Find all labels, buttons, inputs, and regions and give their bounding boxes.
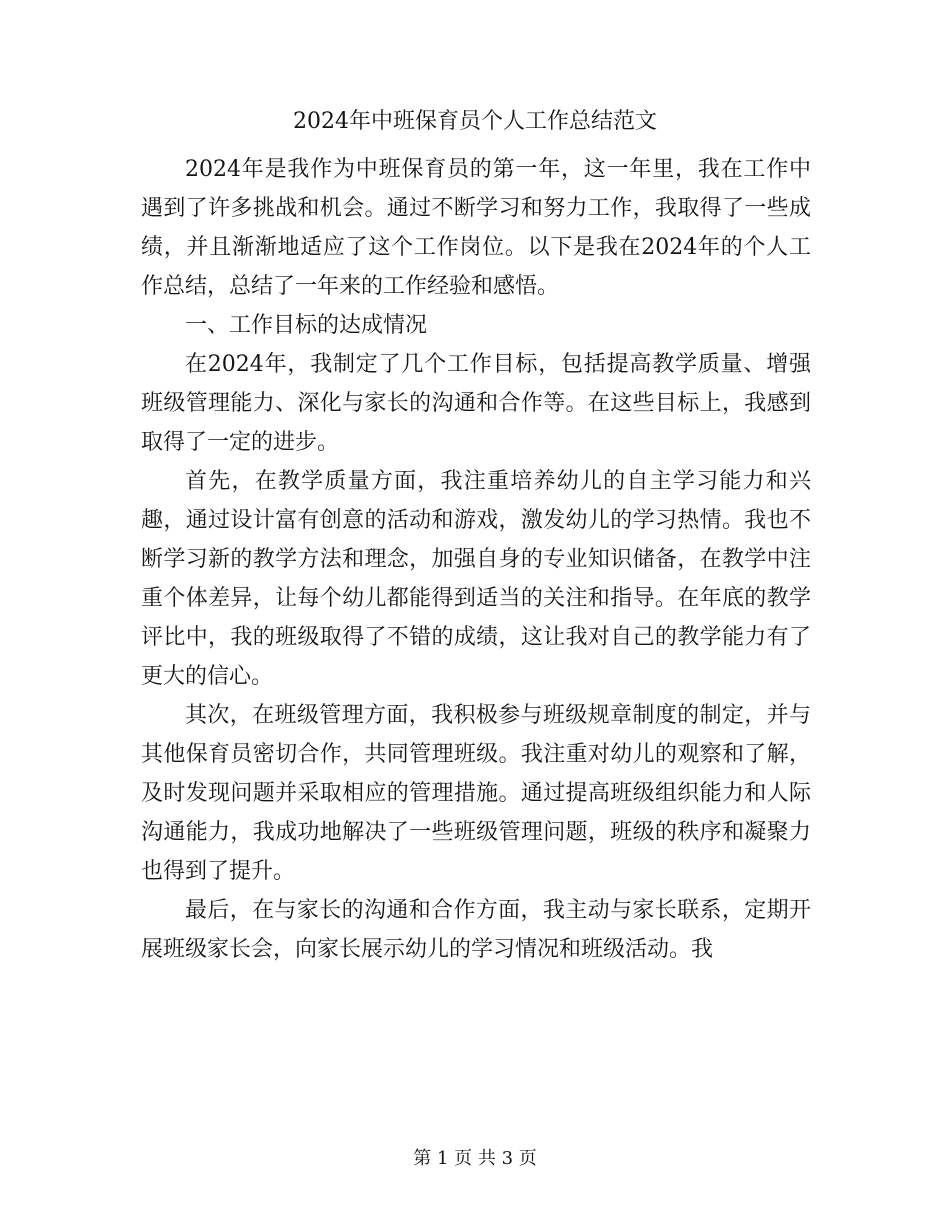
document-title: 2024年中班保育员个人工作总结范文 (293, 109, 657, 134)
paragraph-class-management: 其次，在班级管理方面，我积极参与班级规章制度的制定，并与其他保育员密切合作，共同管理班级。我注重对幼儿的观察和了解，及时发现问题并采取相应的管理措施。通过提高班级组织能力和人际沟通能力，我成功地解决了一些班级管理问题，班级的秩序和凝聚力也得到了提升。 (141, 703, 811, 884)
section-heading-goals: 一、工作目标的达成情况 (185, 313, 428, 338)
page-number-footer: 第 1 页 共 3 页 (413, 1148, 537, 1169)
paragraph-teaching-quality: 首先，在教学质量方面，我注重培养幼儿的自主学习能力和兴趣，通过设计富有创意的活动和游戏，激发幼儿的学习热情。我也不断学习新的教学方法和理念，加强自身的专业知识储备，在教学中注重个体差异，让每个幼儿都能得到适当的关注和指导。在年底的教学评比中，我的班级取得了不错的成绩，这让我对自己的教学能力有了更大的信心。 (141, 469, 811, 689)
paragraph-goals: 在2024年，我制定了几个工作目标，包括提高教学质量、增强班级管理能力、深化与家长的沟通和合作等。在这些目标上，我感到取得了一定的进步。 (141, 352, 811, 455)
document-body (141, 150, 811, 969)
paragraph-parent-communication: 最后，在与家长的沟通和合作方面，我主动与家长联系，定期开展班级家长会，向家长展示幼儿的学习情况和班级活动。我 (141, 898, 811, 962)
paragraph-intro: 2024年是我作为中班保育员的第一年，这一年里，我在工作中遇到了许多挑战和机会。通过不断学习和努力工作，我取得了一些成绩，并且渐渐地适应了这个工作岗位。以下是我在2024年的个人工作总结，总结了一年来的工作经验和感悟。 (141, 157, 811, 299)
